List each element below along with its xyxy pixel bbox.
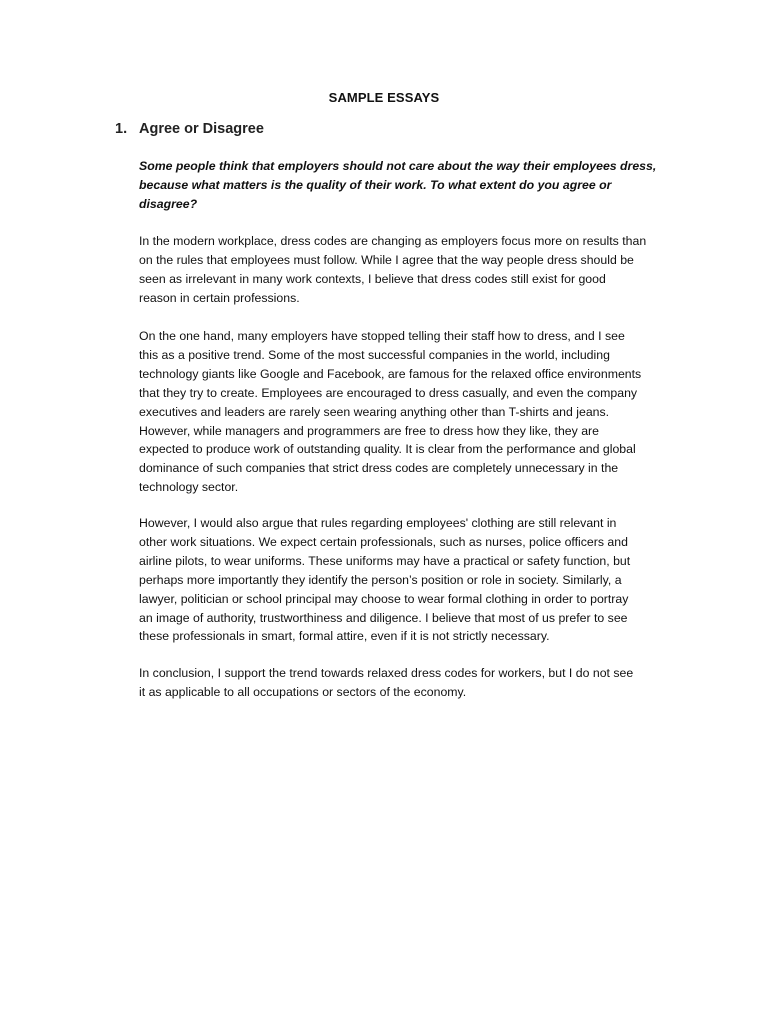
prompt-line: Some people think that employers should not care about the way their employees dress, [139, 159, 657, 173]
section-heading-text: Agree or Disagree [139, 121, 264, 137]
paragraph-line: However, I would also argue that rules regarding employees' clothing are still relevant in [139, 516, 617, 530]
paragraph-line: on the rules that employees must follow. While I agree that the way people dress should be [139, 252, 634, 267]
paragraph-line: In conclusion, I support the trend towards relaxed dress codes for workers, but I do not see [139, 666, 634, 680]
paragraph-line: technology sector. [139, 480, 239, 495]
paragraph-line: executives and leaders are rarely seen wearing anything other than T-shirts and jeans. [139, 404, 610, 419]
section-heading [115, 121, 264, 137]
section-number: 1. [115, 121, 128, 137]
paragraph-conclusion [139, 664, 679, 702]
essay-prompt [139, 157, 679, 214]
paragraph-line: technology giants like Google and Facebook, are famous for the relaxed office environments [139, 366, 642, 381]
paragraph-line: that they try to create. Employees are encouraged to dress casually, and even the company [139, 385, 638, 400]
paragraph-line: On the one hand, many employers have stopped telling their staff how to dress, and I see [139, 329, 625, 343]
paragraph-line: perhaps more importantly they identify the person’s position or role in society. Similarly, a [139, 572, 622, 587]
paragraph-line: dominance of such companies that strict dress codes are completely unnecessary in the [139, 461, 619, 476]
paragraph-introduction [139, 232, 679, 308]
paragraph-line: it as applicable to all occupations or sectors of the economy. [139, 684, 467, 699]
paragraph-line: However, while managers and programmers are free to dress how they like, they are [139, 423, 599, 438]
paragraph-body-2 [139, 514, 679, 646]
paragraph-body-1 [139, 327, 679, 497]
paragraph-line: In the modern workplace, dress codes are changing as employers focus more on results than [139, 234, 647, 248]
paragraph-line: seen as irrelevant in many work contexts, I believe that dress codes still exist for good [139, 271, 606, 286]
paragraph-line: other work situations. We expect certain professionals, such as nurses, police officers and [139, 534, 628, 549]
paragraph-line: airline pilots, to wear uniforms. These uniforms may have a practical or safety function, but [139, 553, 631, 568]
prompt-line: because what matters is the quality of their work. To what extent do you agree or [139, 177, 612, 192]
paragraph-line: these professionals in smart, formal attire, even if it is not strictly necessary. [139, 629, 550, 644]
paragraph-line: lawyer, politician or school principal may choose to wear formal clothing in order to portray [139, 591, 629, 606]
paragraph-line: reason in certain professions. [139, 290, 300, 305]
document-title: SAMPLE ESSAYS [328, 90, 440, 105]
paragraph-line: an image of authority, trustworthiness and diligence. I believe that most of us prefer to see [139, 610, 628, 625]
paragraph-line: expected to produce work of outstanding quality. It is clear from the performance and global [139, 442, 636, 457]
prompt-line: disagree? [139, 196, 198, 211]
paragraph-line: this as a positive trend. Some of the most successful companies in the world, including [139, 347, 610, 362]
